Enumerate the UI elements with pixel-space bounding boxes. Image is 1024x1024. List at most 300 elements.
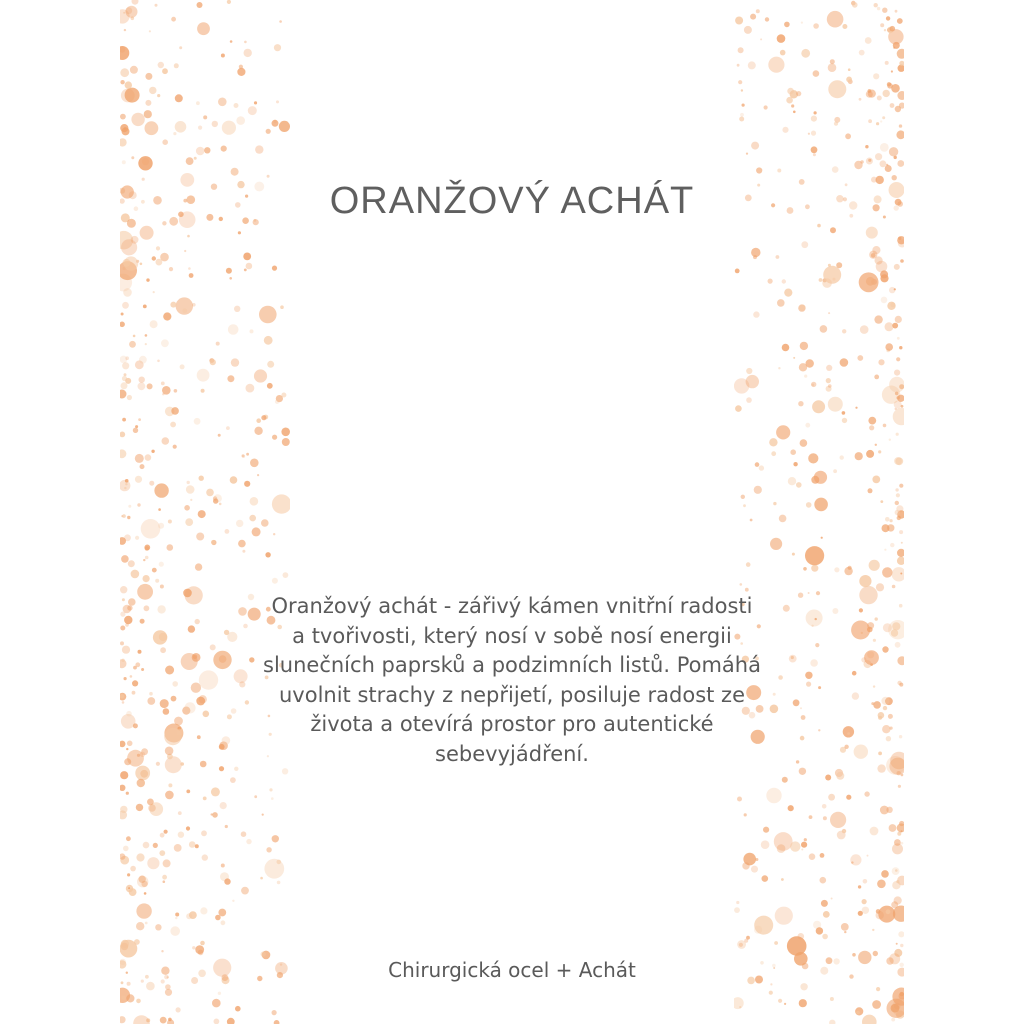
splatter-dot	[886, 736, 891, 741]
splatter-dot	[811, 382, 816, 387]
splatter-dot	[136, 804, 143, 811]
splatter-dot	[138, 156, 152, 170]
splatter-dot	[894, 370, 900, 376]
splatter-dot	[211, 787, 220, 796]
splatter-dot	[885, 343, 893, 351]
splatter-dot	[840, 455, 844, 459]
splatter-dot	[243, 253, 251, 261]
splatter-dot	[168, 1018, 172, 1022]
splatter-dot	[862, 899, 867, 904]
splatter-dot	[892, 867, 900, 875]
splatter-dot	[224, 878, 230, 884]
splatter-dot	[894, 839, 901, 846]
splatter-dot	[198, 126, 202, 130]
splatter-dot	[883, 706, 887, 710]
splatter-dot	[138, 650, 142, 654]
splatter-dot	[144, 605, 150, 611]
splatter-dot	[156, 259, 163, 266]
splatter-dot	[784, 289, 792, 297]
splatter-dot	[820, 853, 825, 858]
splatter-dot	[231, 358, 239, 366]
splatter-dot	[885, 517, 890, 522]
splatter-dot	[248, 608, 261, 621]
splatter-dot	[799, 768, 806, 775]
splatter-dot	[753, 311, 759, 317]
splatter-dot	[885, 165, 892, 172]
splatter-dot	[238, 607, 247, 616]
splatter-dot	[244, 481, 250, 487]
splatter-dot	[124, 487, 126, 489]
splatter-dot	[854, 161, 862, 169]
splatter-dot	[163, 880, 166, 883]
splatter-dot	[143, 559, 145, 561]
splatter-dot	[145, 922, 148, 925]
splatter-dot	[842, 829, 846, 833]
splatter-dot	[283, 572, 289, 578]
splatter-dot	[894, 288, 896, 290]
splatter-dot	[895, 392, 899, 396]
splatter-dot	[120, 138, 127, 146]
splatter-dot	[203, 797, 207, 801]
splatter-dot	[143, 842, 150, 849]
splatter-dot	[210, 644, 216, 650]
splatter-dot	[165, 747, 174, 756]
splatter-dot	[805, 423, 810, 428]
splatter-dot	[885, 322, 894, 331]
splatter-dot	[135, 425, 138, 428]
splatter-dot	[821, 900, 828, 907]
splatter-dot	[195, 619, 200, 624]
splatter-dot	[735, 405, 742, 412]
splatter-dot	[199, 476, 204, 481]
splatter-dot	[212, 121, 218, 127]
splatter-dot	[135, 536, 139, 540]
splatter-dot	[892, 585, 896, 589]
splatter-dot	[786, 97, 793, 104]
splatter-dot	[173, 445, 177, 449]
splatter-dot	[836, 772, 844, 780]
splatter-dot	[876, 122, 879, 125]
splatter-dot	[741, 495, 745, 499]
splatter-dot	[844, 931, 846, 933]
splatter-dot	[877, 880, 886, 889]
splatter-dot	[878, 450, 881, 453]
splatter-dot	[262, 814, 264, 816]
splatter-dot	[218, 434, 221, 437]
splatter-dot	[170, 302, 176, 308]
splatter-dot	[184, 505, 190, 511]
splatter-dot	[783, 605, 790, 612]
splatter-dot	[867, 627, 873, 633]
splatter-dot	[131, 156, 134, 159]
splatter-dot	[155, 4, 158, 7]
splatter-dot	[818, 729, 820, 731]
splatter-dot	[163, 859, 171, 867]
splatter-dot	[842, 24, 847, 29]
splatter-dot	[266, 847, 271, 852]
splatter-dot	[145, 454, 152, 461]
splatter-dot	[160, 585, 164, 589]
splatter-dot	[121, 995, 125, 999]
splatter-dot	[808, 453, 818, 463]
splatter-dot	[202, 854, 208, 860]
splatter-dot	[197, 2, 203, 8]
splatter-dot	[815, 643, 819, 647]
splatter-dot	[882, 725, 890, 733]
splatter-dot	[231, 708, 237, 714]
splatter-dot	[764, 105, 768, 109]
splatter-dot	[260, 877, 263, 880]
splatter-dot	[800, 983, 807, 990]
splatter-dot	[751, 866, 758, 873]
splatter-dot	[878, 359, 884, 365]
splatter-dot	[199, 670, 218, 689]
splatter-dot	[881, 697, 889, 705]
splatter-dot	[243, 624, 248, 629]
splatter-dot	[254, 101, 257, 104]
splatter-dot	[131, 570, 140, 579]
splatter-dot	[840, 358, 849, 367]
splatter-dot	[160, 1017, 167, 1024]
splatter-dot	[184, 702, 195, 713]
splatter-dot	[886, 909, 891, 914]
splatter-dot	[848, 68, 851, 71]
splatter-dot	[823, 911, 830, 918]
card-description: Oranžový achát - zářivý kámen vnitřní radosti a tvořivosti, který nosí v sobě nosí energii slunečních paprsků a podzimních listů. Pomáhá uvolnit strachy z nepřijetí, posiluje radost ze života a otevírá prostor pro autentické sebevyjádření.	[263, 594, 761, 766]
splatter-dot	[859, 98, 862, 101]
splatter-dot	[899, 124, 902, 127]
splatter-dot	[185, 518, 193, 526]
splatter-dot	[214, 1019, 220, 1024]
splatter-dot	[814, 498, 828, 512]
splatter-dot	[880, 143, 889, 152]
splatter-dot	[882, 116, 885, 119]
splatter-dot	[159, 562, 164, 567]
splatter-dot	[178, 811, 182, 815]
splatter-dot	[894, 457, 902, 465]
splatter-dot	[768, 57, 784, 73]
splatter-dot	[777, 844, 786, 853]
splatter-dot	[122, 160, 126, 164]
splatter-dot	[133, 723, 138, 728]
splatter-dot	[144, 545, 150, 551]
splatter-dot	[889, 439, 891, 441]
splatter-dot	[254, 795, 257, 798]
splatter-dot	[766, 788, 781, 803]
splatter-dot	[744, 813, 747, 816]
splatter-dot	[150, 320, 158, 328]
splatter-dot	[861, 657, 866, 662]
card-title: ORANŽOVÝ ACHÁT	[329, 180, 695, 222]
splatter-dot	[820, 325, 828, 333]
splatter-dot	[809, 853, 816, 860]
splatter-dot	[744, 26, 752, 34]
splatter-dot	[194, 157, 197, 160]
splatter-dot	[892, 881, 900, 889]
splatter-dot	[121, 555, 129, 563]
splatter-dot	[267, 361, 274, 368]
splatter-dot	[896, 943, 898, 945]
splatter-dot	[145, 100, 151, 106]
splatter-dot	[261, 415, 266, 420]
splatter-dot	[225, 825, 228, 828]
splatter-dot	[136, 999, 141, 1004]
splatter-dot	[899, 604, 903, 608]
splatter-dot	[149, 481, 154, 486]
splatter-dot	[882, 646, 888, 652]
splatter-dot	[227, 714, 232, 719]
splatter-dot	[852, 692, 859, 699]
splatter-dot	[788, 477, 796, 485]
splatter-dot	[121, 313, 124, 316]
splatter-dot	[897, 681, 901, 685]
splatter-dot	[811, 116, 817, 122]
splatter-dot	[866, 227, 878, 239]
splatter-dot	[830, 997, 834, 1001]
splatter-dot	[196, 101, 200, 105]
splatter-dot	[793, 699, 800, 706]
splatter-dot	[201, 389, 205, 393]
splatter-dot	[896, 493, 900, 497]
splatter-dot	[897, 656, 904, 665]
splatter-dot	[876, 987, 880, 991]
splatter-dot	[801, 842, 807, 848]
splatter-dot	[190, 499, 192, 501]
splatter-dot	[788, 805, 794, 811]
splatter-dot	[272, 435, 277, 440]
splatter-dot	[827, 11, 844, 28]
splatter-dot	[186, 790, 190, 794]
splatter-dot	[225, 529, 230, 534]
splatter-dot	[282, 438, 290, 446]
splatter-dot	[248, 106, 257, 115]
splatter-dot	[890, 103, 895, 108]
splatter-dot	[887, 524, 894, 531]
splatter-dot	[161, 339, 169, 347]
splatter-dot	[213, 498, 218, 503]
splatter-dot	[859, 586, 877, 604]
splatter-dot	[122, 127, 130, 135]
splatter-dot	[868, 159, 871, 162]
splatter-dot	[264, 336, 273, 345]
splatter-dot	[866, 450, 874, 458]
splatter-dot	[873, 73, 879, 79]
splatter-dot	[160, 833, 165, 838]
splatter-dot	[276, 100, 279, 103]
splatter-dot	[229, 277, 232, 280]
right-paint-splatter	[734, 0, 904, 1024]
splatter-dot	[776, 425, 790, 439]
splatter-dot	[129, 341, 136, 348]
splatter-dot	[869, 425, 874, 430]
splatter-dot	[843, 726, 854, 737]
splatter-dot	[755, 462, 760, 467]
splatter-dot	[189, 273, 194, 278]
splatter-dot	[889, 377, 904, 393]
splatter-dot	[144, 110, 152, 118]
splatter-dot	[735, 269, 740, 274]
splatter-dot	[120, 641, 124, 645]
splatter-dot	[121, 659, 124, 662]
splatter-dot	[249, 515, 256, 522]
splatter-dot	[123, 846, 129, 852]
splatter-dot	[135, 454, 144, 463]
product-card	[120, 0, 904, 1024]
splatter-dot	[138, 418, 141, 421]
splatter-dot	[130, 675, 133, 678]
splatter-dot	[886, 807, 892, 813]
splatter-dot	[167, 544, 174, 551]
left-paint-splatter	[120, 0, 290, 1024]
splatter-dot	[787, 88, 794, 95]
splatter-dot	[175, 917, 177, 919]
splatter-dot	[756, 9, 760, 13]
splatter-dot	[231, 168, 239, 176]
splatter-dot	[221, 920, 226, 925]
splatter-dot	[127, 516, 130, 519]
splatter-dot	[847, 732, 850, 735]
splatter-dot	[160, 647, 166, 653]
splatter-dot	[257, 474, 259, 476]
splatter-dot	[842, 418, 847, 423]
splatter-dot	[241, 887, 249, 895]
splatter-dot	[145, 343, 147, 345]
splatter-dot	[900, 259, 904, 263]
splatter-dot	[161, 950, 163, 952]
splatter-dot	[197, 735, 201, 739]
splatter-dot	[850, 854, 861, 865]
splatter-dot	[191, 683, 201, 693]
splatter-dot	[246, 839, 251, 844]
splatter-dot	[897, 823, 904, 832]
splatter-dot	[280, 305, 284, 309]
splatter-dot	[890, 519, 893, 522]
splatter-dot	[120, 940, 137, 958]
splatter-dot	[120, 806, 127, 813]
splatter-dot	[126, 994, 134, 1002]
splatter-dot	[245, 700, 249, 704]
splatter-dot	[120, 1016, 126, 1023]
splatter-dot	[742, 104, 745, 107]
splatter-dot	[135, 766, 150, 781]
splatter-dot	[173, 132, 176, 135]
splatter-dot	[174, 389, 178, 393]
splatter-dot	[156, 762, 160, 766]
splatter-dot	[175, 94, 183, 102]
splatter-dot	[750, 14, 756, 20]
splatter-dot	[141, 881, 147, 887]
splatter-dot	[141, 668, 144, 671]
splatter-dot	[846, 795, 851, 800]
splatter-dot	[238, 231, 241, 234]
splatter-dot	[862, 1015, 877, 1024]
splatter-dot	[124, 758, 131, 765]
splatter-dot	[776, 255, 780, 259]
splatter-dot	[120, 586, 127, 593]
splatter-dot	[252, 527, 261, 536]
splatter-dot	[872, 476, 880, 484]
splatter-dot	[242, 455, 245, 458]
splatter-dot	[206, 489, 214, 497]
splatter-dot	[163, 708, 170, 715]
splatter-dot	[163, 312, 171, 320]
splatter-dot	[825, 775, 831, 781]
splatter-dot	[741, 89, 743, 91]
splatter-dot	[893, 47, 895, 49]
splatter-dot	[880, 23, 884, 27]
splatter-dot	[218, 909, 226, 917]
splatter-dot	[274, 1020, 280, 1024]
splatter-dot	[868, 119, 872, 123]
splatter-dot	[894, 156, 897, 159]
splatter-dot	[784, 22, 790, 28]
splatter-dot	[184, 250, 186, 252]
splatter-dot	[746, 936, 750, 940]
splatter-dot	[846, 77, 852, 83]
splatter-dot	[894, 264, 900, 270]
splatter-dot	[227, 375, 234, 382]
splatter-dot	[189, 841, 196, 848]
splatter-dot	[892, 567, 904, 581]
splatter-dot	[124, 677, 127, 680]
splatter-dot	[203, 115, 207, 119]
splatter-dot	[898, 785, 901, 788]
splatter-dot	[235, 1006, 241, 1012]
splatter-dot	[876, 261, 888, 273]
splatter-dot	[219, 503, 222, 506]
splatter-dot	[882, 8, 887, 13]
splatter-dot	[743, 504, 746, 507]
splatter-dot	[793, 357, 795, 359]
splatter-dot	[874, 375, 879, 380]
splatter-dot	[162, 875, 167, 880]
splatter-dot	[186, 157, 194, 165]
splatter-dot	[149, 30, 151, 32]
splatter-dot	[145, 121, 159, 135]
splatter-dot	[188, 625, 195, 632]
splatter-dot	[789, 655, 797, 663]
splatter-dot	[234, 669, 248, 683]
splatter-dot	[248, 594, 254, 600]
splatter-dot	[120, 694, 124, 698]
splatter-dot	[218, 98, 227, 107]
splatter-dot	[845, 133, 851, 139]
splatter-dot	[855, 407, 857, 409]
splatter-dot	[866, 91, 873, 98]
splatter-dot	[813, 70, 820, 77]
splatter-dot	[897, 49, 904, 59]
splatter-dot	[155, 924, 161, 930]
splatter-dot	[232, 900, 234, 902]
splatter-dot	[138, 382, 146, 390]
splatter-dot	[822, 804, 827, 809]
splatter-dot	[834, 567, 839, 572]
splatter-dot	[897, 160, 904, 167]
splatter-dot	[168, 783, 172, 787]
splatter-dot	[899, 530, 903, 534]
splatter-dot	[246, 384, 255, 393]
splatter-dot	[872, 929, 874, 931]
splatter-dot	[133, 335, 136, 338]
splatter-dot	[211, 540, 215, 544]
splatter-dot	[799, 999, 807, 1007]
splatter-dot	[133, 666, 137, 670]
splatter-dot	[880, 120, 882, 122]
splatter-dot	[219, 744, 225, 750]
splatter-dot	[811, 146, 818, 153]
splatter-dot	[746, 153, 748, 155]
splatter-dot	[234, 103, 239, 108]
